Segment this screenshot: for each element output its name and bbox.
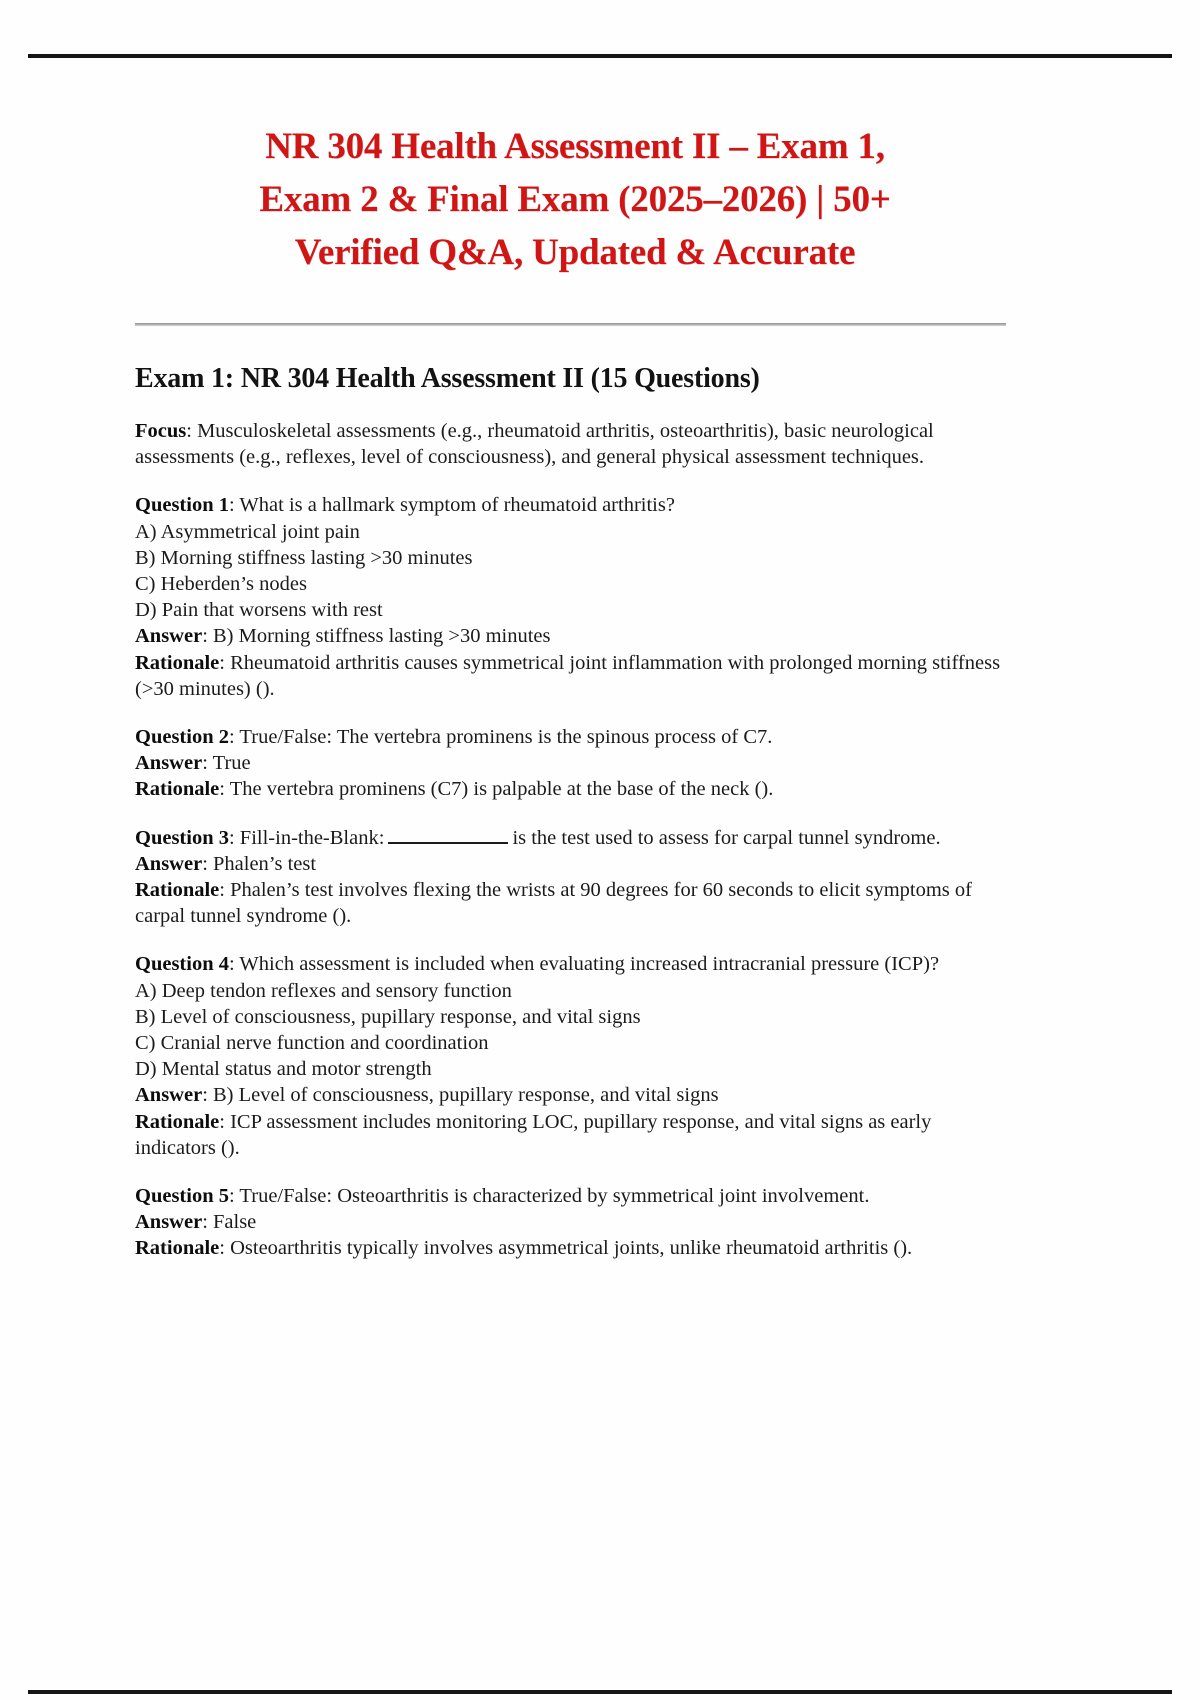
answer-label: Answer: [135, 1084, 203, 1107]
question-prompt: [135, 1183, 1015, 1209]
answer-option: A) Asymmetrical joint pain: [135, 520, 360, 543]
question-number-label: Question 4: [135, 953, 229, 976]
answer-option: D) Mental status and motor strength: [135, 1058, 432, 1081]
focus-text: : Musculoskeletal assessments (e.g., rheumatoid arthritis, osteoarthritis), basic neurological assessments (e.g., reflexes, level of consciousness), and general physical assessment techniques.: [135, 420, 934, 469]
answer-label: Answer: [135, 752, 203, 775]
question-block: [135, 951, 1015, 1161]
rationale-text: : ICP assessment includes monitoring LOC, pupillary response, and vital signs as early indicators ().: [135, 1110, 932, 1159]
rationale-text: : Osteoarthritis typically involves asymmetrical joints, unlike rheumatoid arthritis ().: [219, 1237, 913, 1260]
question-number-label: Question 5: [135, 1185, 229, 1208]
focus-label: Focus: [135, 420, 187, 442]
question-text: : Which assessment is included when evaluating increased intracranial pressure (ICP)?: [228, 953, 940, 976]
focus-paragraph: [135, 418, 1015, 470]
section-heading: Exam 1: NR 304 Health Assessment II (15 Questions): [135, 363, 760, 394]
question-prompt: [135, 492, 1015, 518]
answer-text: : B) Morning stiffness lasting >30 minutes: [202, 625, 551, 648]
rationale-line: [135, 1109, 1015, 1161]
answer-option: C) Heberden’s nodes: [135, 573, 307, 596]
answer-line: [135, 851, 1015, 877]
question-text: : True/False: The vertebra prominens is the spinous process of C7.: [228, 726, 773, 749]
answer-option: B) Morning stiffness lasting >30 minutes: [135, 546, 473, 569]
rationale-label: Rationale: [135, 1110, 220, 1133]
rationale-label: Rationale: [135, 1237, 220, 1260]
question-block: [135, 492, 1015, 702]
rationale-line: [135, 877, 1015, 929]
rationale-text: : The vertebra prominens (C7) is palpable at the base of the neck ().: [219, 778, 774, 801]
rationale-label: Rationale: [135, 879, 220, 902]
rationale-label: Rationale: [135, 778, 220, 801]
rationale-label: Rationale: [135, 651, 220, 674]
question-block: [135, 724, 1015, 803]
question-text: : True/False: Osteoarthritis is characterized by symmetrical joint involvement.: [228, 1185, 870, 1208]
question-number-label: Question 2: [135, 726, 229, 749]
answer-option: D) Pain that worsens with rest: [135, 599, 383, 622]
rationale-line: [135, 1235, 1015, 1261]
document-title-line-1: NR 304 Health Assessment II – Exam 1,: [265, 126, 885, 167]
page-bottom-rule: [28, 1690, 1172, 1694]
answer-option: A) Deep tendon reflexes and sensory function: [135, 979, 512, 1002]
answer-label: Answer: [135, 1211, 203, 1234]
question-text-before-blank: : Fill-in-the-Blank:: [228, 826, 385, 849]
rationale-text: : Phalen’s test involves flexing the wrists at 90 degrees for 60 seconds to elicit symptoms of carpal tunnel syndrome ().: [135, 879, 972, 928]
title-divider: [135, 323, 1006, 326]
question-prompt: [135, 951, 1015, 977]
question-number-label: Question 1: [135, 494, 229, 517]
rationale-line: [135, 776, 1015, 802]
document-content: [135, 120, 1015, 1262]
question-block: [135, 1183, 1015, 1262]
question-prompt: [135, 724, 1015, 750]
question-text: : What is a hallmark symptom of rheumatoid arthritis?: [228, 494, 675, 517]
rationale-line: [135, 650, 1015, 702]
document-title-line-2: Exam 2 & Final Exam (2025–2026) | 50+: [259, 179, 891, 220]
answer-option: C) Cranial nerve function and coordination: [135, 1032, 489, 1055]
answer-label: Answer: [135, 625, 203, 648]
page-top-rule: [28, 54, 1172, 58]
question-prompt: [135, 825, 1015, 851]
answer-text: : False: [202, 1211, 257, 1234]
document-title: [135, 120, 1015, 279]
answer-text: : True: [202, 752, 251, 775]
fill-in-blank: [388, 826, 508, 844]
answer-line: [135, 1082, 1015, 1108]
answer-label: Answer: [135, 852, 203, 875]
answer-text: : B) Level of consciousness, pupillary response, and vital signs: [202, 1084, 719, 1107]
question-block: [135, 825, 1015, 930]
answer-text: : Phalen’s test: [202, 852, 317, 875]
question-text-after-blank: is the test used to assess for carpal tunnel syndrome.: [512, 826, 941, 849]
question-number-label: Question 3: [135, 826, 229, 849]
rationale-text: : Rheumatoid arthritis causes symmetrical joint inflammation with prolonged morning stiffness (>30 minutes) ().: [135, 651, 1001, 700]
answer-line: [135, 1209, 1015, 1235]
document-title-line-3: Verified Q&A, Updated & Accurate: [294, 232, 856, 273]
answer-line: [135, 750, 1015, 776]
answer-line: [135, 623, 1015, 649]
answer-option: B) Level of consciousness, pupillary response, and vital signs: [135, 1005, 641, 1028]
